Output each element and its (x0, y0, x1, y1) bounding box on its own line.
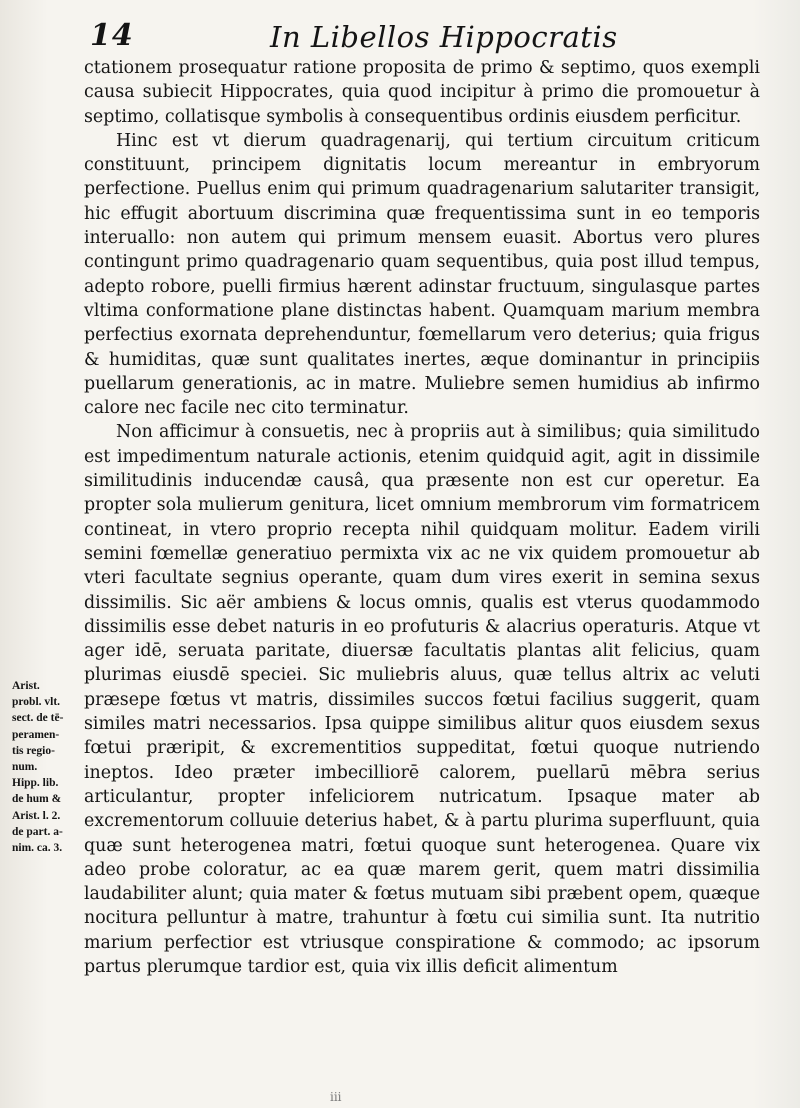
margin-note-line: num. (12, 761, 38, 774)
margin-note (12, 678, 86, 856)
margin-note-line: nim. ca. 3. (12, 842, 63, 855)
page-header (80, 14, 780, 54)
margin-note-line: peramen- (12, 728, 60, 741)
page-number: 14 (90, 18, 134, 53)
margin-note-line: Arist. (12, 680, 40, 692)
running-title: In Libellos Hippocratis (270, 20, 618, 54)
margin-note-line: de hum & (12, 793, 62, 806)
margin-note-line: probl. vlt. (12, 696, 61, 709)
margin-note-line: tis regio- (12, 744, 55, 757)
paragraph-2: Hinc est vt dierum quadragenarij, qui tertium circuitum criticum constituunt, principem dignitatis locum mereantur in embryorum perfectione. Puellus enim qui primum quadragenarium salutariter transigit, hic effugit abortuum discrimina quæ frequentissima sunt in eo temporis interuallo: non autem qui primum mensem euasit. Abortus vero plures contingunt primo quadragenario quam sequentibus, quia post illud tempus, adepto robore, puelli firmius hærent adinstar fructuum, singulasque partes vltima conformatione plane distinctas habent. Quamquam marium membra perfectius exornata deprehenduntur, fœmellarum vero deterius; quia frigus & humiditas, quæ sunt qualitates inertes, æque dominantur in principiis puellarum generationis, ac in matre. Muliebre semen humidius ab infirmo calore nec facile nec cito terminatur. (84, 130, 760, 419)
paragraph-3: Non afficimur à consuetis, nec à propriis aut à similibus; quia similitudo est impedimentum naturale actionis, etenim quidquid agit, agit in dissimile similitudinis inducendæ causâ, qua præsente non est cur operetur. Ea propter sola mulierum genitura, licet omnium membrorum vim formatricem contineat, in vtero proprio recepta nihil quidquam molitur. Eadem virili semini fœmellæ generatiuo permixta vix ac ne vix quidem promouetur ab vteri facultate segnius operante, quam dum vires exerit in semina sexus dissimilis. Sic aër ambiens & locus omnis, qualis est vterus quodammodo dissimilis esse debet naturis in eo profuturis & alacrius operaturis. Atque vt ager idē, seruata paritate, diuersæ facultatis plantas alit felicius, quam plurimas eiusdē speciei. Sic muliebris aluus, quæ tellus altrix ac veluti præsepe fœtus vt matris, dissimiles succos fœtui facilius suggerit, quam similes matri necessarios. Ipsa quippe similibus alitur quos eiusdem sexus fœtui præripit, & excrementitios suppeditat, fœtui quoque nutriendo ineptos. Ideo præter imbecilliorē calorem, puellarū mēbra serius articulantur, propter infeliciorem nutricatum. Ipsaque mater ab excrementorum colluuie deterius habet, & à partu plurima superfluunt, quia quæ sunt heterogenea matri, fœtui quoque sunt heterogenea. Quare vix adeo probe coloratur, ac ea quæ marem gerit, quem matri dissimilia laudabiliter alunt; quia mater & fœtus mutuam sibi præbent opem, quæque nocitura pelluntur à matre, trahuntur à fœtu cui similia sunt. Ita nutritio marium perfectior est vtriusque conspiratione & commodo; ac ipsorum partus plerumque tardior est, quia vix illis deficit alimentum (84, 422, 760, 977)
margin-note-line: de part. a- (12, 825, 63, 838)
signature-mark: iii (330, 1090, 342, 1104)
margin-note-line: sect. de tē- (12, 712, 64, 725)
body-text (84, 56, 760, 979)
margin-note-line: Hipp. lib. (12, 777, 59, 790)
paragraph-1: ctationem prosequatur ratione proposita de primo & septimo, quos exempli causa subiecit Hippocrates, quia quod incipitur à primo die promouetur à septimo, collatisque symbolis à consequentibus ordinis eiusdem perficitur. (84, 58, 760, 127)
margin-note-line: Arist. l. 2. (12, 809, 61, 822)
